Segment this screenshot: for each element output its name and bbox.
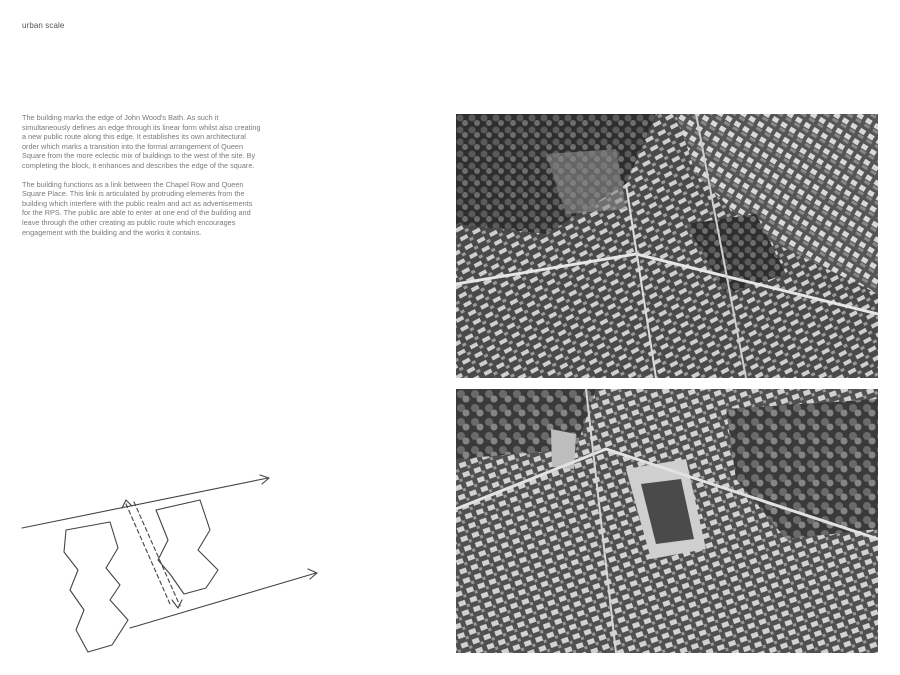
aerial-photo-bottom <box>456 389 878 653</box>
description-text <box>22 113 262 246</box>
arrowhead-route-down <box>172 600 182 608</box>
dashed-route-1 <box>126 504 170 604</box>
section-label: urban scale <box>22 21 65 30</box>
site-diagram <box>18 470 328 660</box>
building-block-left <box>64 522 128 652</box>
paragraph-2: The building functions as a link between the Chapel Row and Queen Square Place. This link is articulated by protruding elements from the building which interfere with the public realm and act as advertisements for the RPS. The public are able to enter at one end of the building and leave through the other creating as public route which encourages engagement with the building and the works it contains. <box>22 179 253 237</box>
aerial-photo-top <box>456 114 878 378</box>
dashed-route-2 <box>134 502 180 606</box>
paragraph-1: The building marks the edge of John Wood's Bath. As such it simultaneously defines an edge through its linear form whilst also creating a new public route along this edge. It establishes its own architectural order which marks a transition into the formal arrangement of Queen Square from the more eclectic mix of buildings to the west of the site. By completing the block, it enhances and describes the edge of the square. <box>22 113 261 170</box>
route-line-upper <box>22 478 268 528</box>
route-line-lower <box>130 573 316 628</box>
building-block-right <box>156 500 218 594</box>
